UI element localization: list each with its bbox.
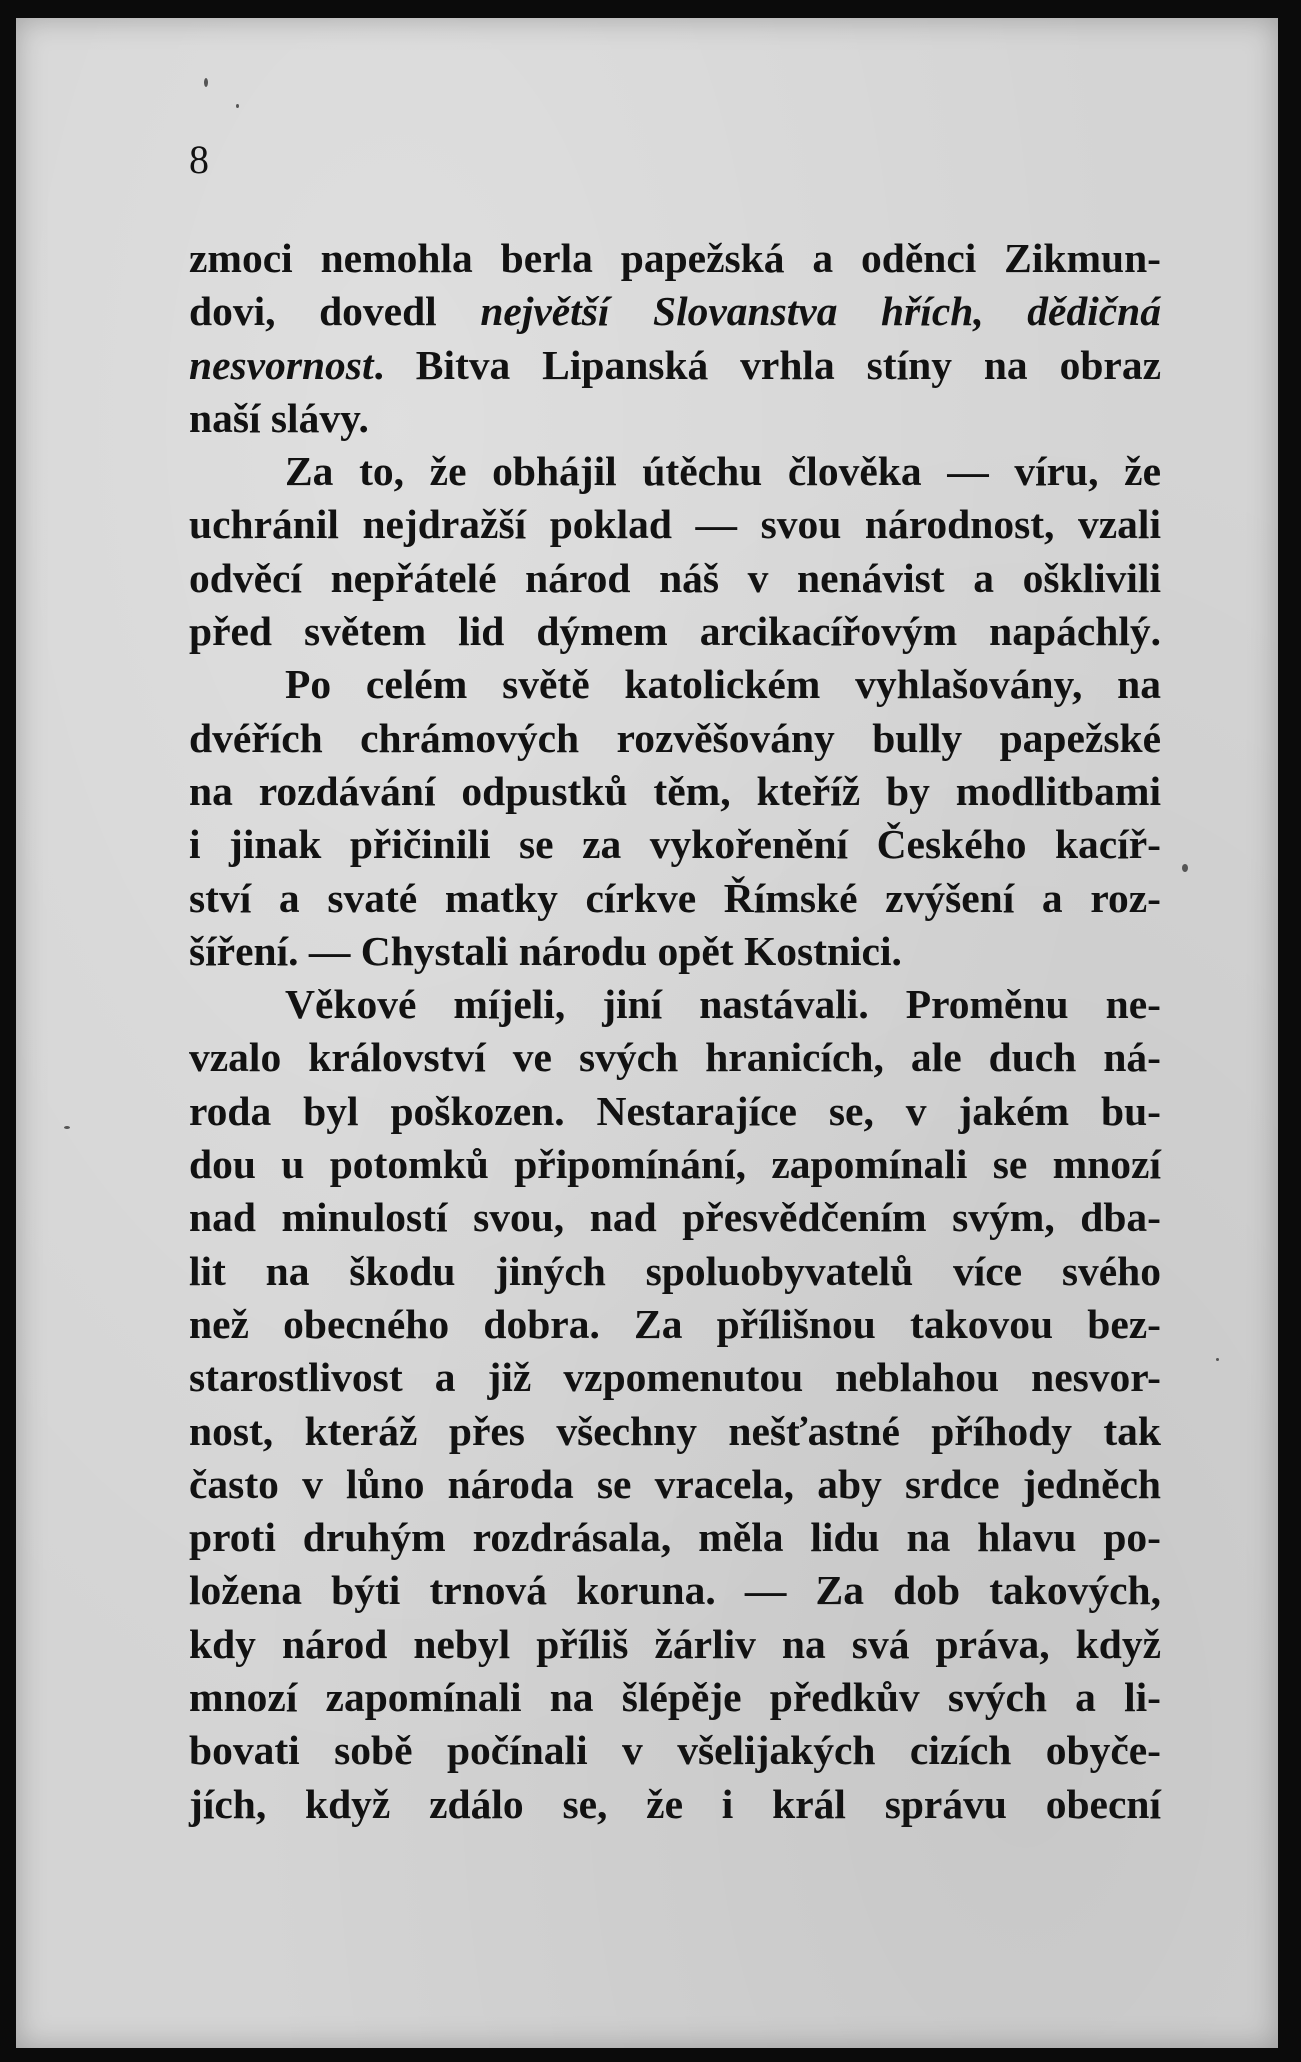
text-line: dvéřích chrámových rozvěšovány bully papežské: [189, 714, 1161, 761]
text-line: [189, 285, 1161, 338]
text-line: i jinak přičinili se za vykořenění Českého kacíř-: [189, 821, 1161, 868]
italic-phrase: největší Slovanstva hřích, dědičná: [480, 288, 1161, 335]
book-page: [16, 18, 1278, 2048]
page-number: 8: [189, 137, 209, 182]
text-line: ložena býti trnová koruna. — Za dob takových,: [189, 1567, 1161, 1614]
text-line: nost, kteráž přes všechny nešťastné příhody tak: [189, 1407, 1161, 1454]
text-line: často v lůno národa se vracela, aby srdce jedněch: [189, 1460, 1161, 1507]
text-line: Po celém světě katolickém vyhlašovány, na: [285, 661, 1161, 708]
text-line: dou u potomků připomínání, zapomínali se mnozí: [189, 1141, 1161, 1188]
text-line: lit na škodu jiných spoluobyvatelů více svého: [189, 1247, 1161, 1294]
text-line: zmoci nemohla berla papežská a oděnci Zikmun-: [189, 235, 1161, 281]
text-line: před světem lid dýmem arcikacířovým napáchlý.: [189, 608, 1161, 655]
text-line: Za to, že obhájil útěchu člověka — víru, že: [285, 448, 1161, 495]
paper-speck: [64, 1126, 70, 1129]
text-line: nad minulostí svou, nad přesvědčením svým, dba-: [189, 1194, 1161, 1241]
body-text: [189, 232, 1161, 1831]
paper-speck: [204, 78, 208, 87]
text-line: naší slávy.: [189, 394, 369, 441]
text-line: jích, když zdálo se, že i král správu obecní: [189, 1780, 1161, 1827]
paper-speck: [236, 104, 239, 108]
text-line: roda byl poškozen. Nestarajíce se, v jakém bu-: [189, 1087, 1161, 1134]
text-line: odvěcí nepřátelé národ náš v nenávist a ošklivili: [189, 554, 1161, 601]
text-line: vzalo království ve svých hranicích, ale duch ná-: [189, 1034, 1161, 1081]
paper-speck: [1182, 864, 1188, 872]
text-line: mnozí zapomínali na šlépěje předkův svých a li-: [189, 1674, 1161, 1721]
text-line: ství a svaté matky církve Římské zvýšení a roz-: [189, 874, 1161, 921]
paper-speck: [1216, 1358, 1219, 1361]
text-line: uchránil nejdražší poklad — svou národnost, vzali: [189, 501, 1161, 548]
text-line: proti druhým rozdrásala, měla lidu na hlavu po-: [189, 1514, 1161, 1561]
text-segment: . Bitva Lipanská vrhla stíny na obraz: [373, 341, 1161, 388]
text-line: starostlivost a již vzpomenutou neblahou nesvor-: [189, 1354, 1161, 1401]
text-line: bovati sobě počínali v všelijakých cizích obyče-: [189, 1727, 1161, 1774]
text-line: na rozdávání odpustků těm, kteříž by modlitbami: [189, 767, 1161, 814]
italic-phrase: nesvornost: [189, 341, 374, 388]
text-segment: dovi, dovedl: [189, 288, 481, 335]
text-line: kdy národ nebyl příliš žárliv na svá práva, když: [189, 1620, 1161, 1667]
text-line: Věkové míjeli, jiní nastávali. Proměnu ne-: [285, 981, 1161, 1028]
text-line: šíření. — Chystali národu opět Kostnici.: [189, 927, 902, 974]
text-line: než obecného dobra. Za přílišnou takovou bez-: [189, 1300, 1161, 1347]
text-line: [189, 339, 1161, 392]
